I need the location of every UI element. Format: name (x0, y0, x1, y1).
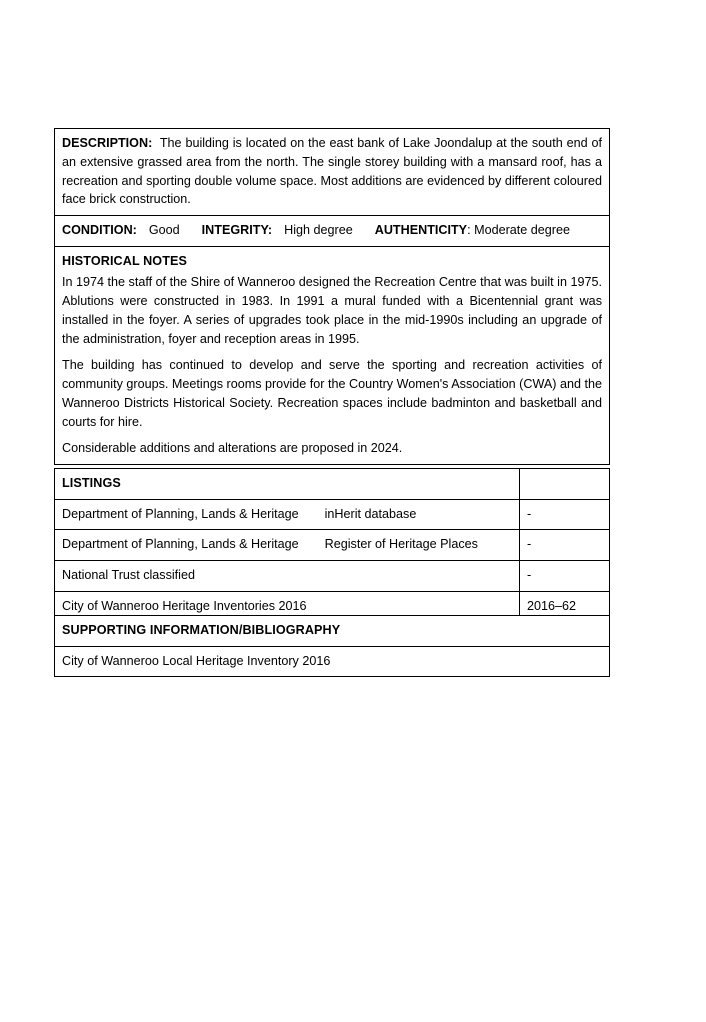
condition-label: CONDITION: (62, 223, 137, 237)
listing-value: - (520, 560, 610, 591)
description-label: DESCRIPTION: (62, 136, 153, 150)
listing-value: - (520, 499, 610, 530)
authenticity-label: AUTHENTICITY (374, 223, 468, 237)
table-row (55, 530, 610, 561)
listing-name: City of Wanneroo Heritage Inventories 2016 (62, 598, 307, 613)
integrity-label: INTEGRITY: (201, 223, 273, 237)
authenticity-value: : Moderate degree (467, 223, 571, 237)
listing-value: 2016–62 (520, 591, 610, 622)
historical-notes-paragraph-1: In 1974 the staff of the Shire of Wanneroo designed the Recreation Centre that was built in 1975. Ablutions were constructed in 1983. In 1991 a mural funded with a Bicentennial grant was installed in the foyer. A series of upgrades took place in the mid-1990s including an upgrade of the administration, foyer and reception areas in 1995. (62, 275, 602, 346)
listing-detail: Register of Heritage Places (324, 537, 478, 552)
listings-heading-value (520, 469, 610, 500)
table-row (55, 499, 610, 530)
condition-value: Good (148, 223, 180, 237)
listings-header-row (55, 469, 610, 500)
historical-notes-row (55, 246, 610, 464)
historical-notes-cell (55, 246, 610, 464)
listings-heading: LISTINGS (55, 469, 520, 500)
listing-name: Department of Planning, Lands & Heritage (62, 506, 299, 521)
historical-notes-heading: HISTORICAL NOTES (62, 253, 187, 268)
table-row (55, 646, 610, 677)
listing-name-cell (55, 499, 520, 530)
description-paragraph (62, 134, 602, 209)
historical-notes-paragraph-2: The building has continued to develop and serve the sporting and recreation activities of community groups. Meetings rooms provide for the Country Women's Association (CWA) and the Wanneroo Districts Historical Society. Recreation spaces include badminton and basketball and courts for hire. (62, 358, 602, 429)
assessment-row (55, 216, 610, 247)
listing-name: Department of Planning, Lands & Heritage (62, 537, 299, 552)
listing-name-cell (55, 530, 520, 561)
bibliography-header-row (55, 616, 610, 647)
assessment-cell (55, 216, 610, 247)
bibliography-heading: SUPPORTING INFORMATION/BIBLIOGRAPHY (55, 616, 610, 647)
bibliography-entry: City of Wanneroo Local Heritage Inventory 2016 (55, 646, 610, 677)
listings-table (54, 468, 610, 622)
description-condition-history-table (54, 128, 610, 465)
historical-notes-paragraph-3: Considerable additions and alterations are proposed in 2024. (62, 441, 403, 456)
description-row (55, 129, 610, 216)
description-text: The building is located on the east bank of Lake Joondalup at the south end of an extensive grassed area from the north. The single storey building with a mansard roof, has a recreation and sporting double volume space. Most additions are evidenced by different coloured face brick construction. (62, 136, 602, 207)
integrity-value: High degree (284, 223, 353, 237)
description-cell (55, 129, 610, 216)
listing-detail: inHerit database (324, 506, 417, 521)
table-row (55, 560, 610, 591)
listing-value: - (520, 530, 610, 561)
listing-name-cell (55, 560, 520, 591)
listing-name: National Trust classified (62, 567, 195, 582)
bibliography-table (54, 615, 610, 677)
